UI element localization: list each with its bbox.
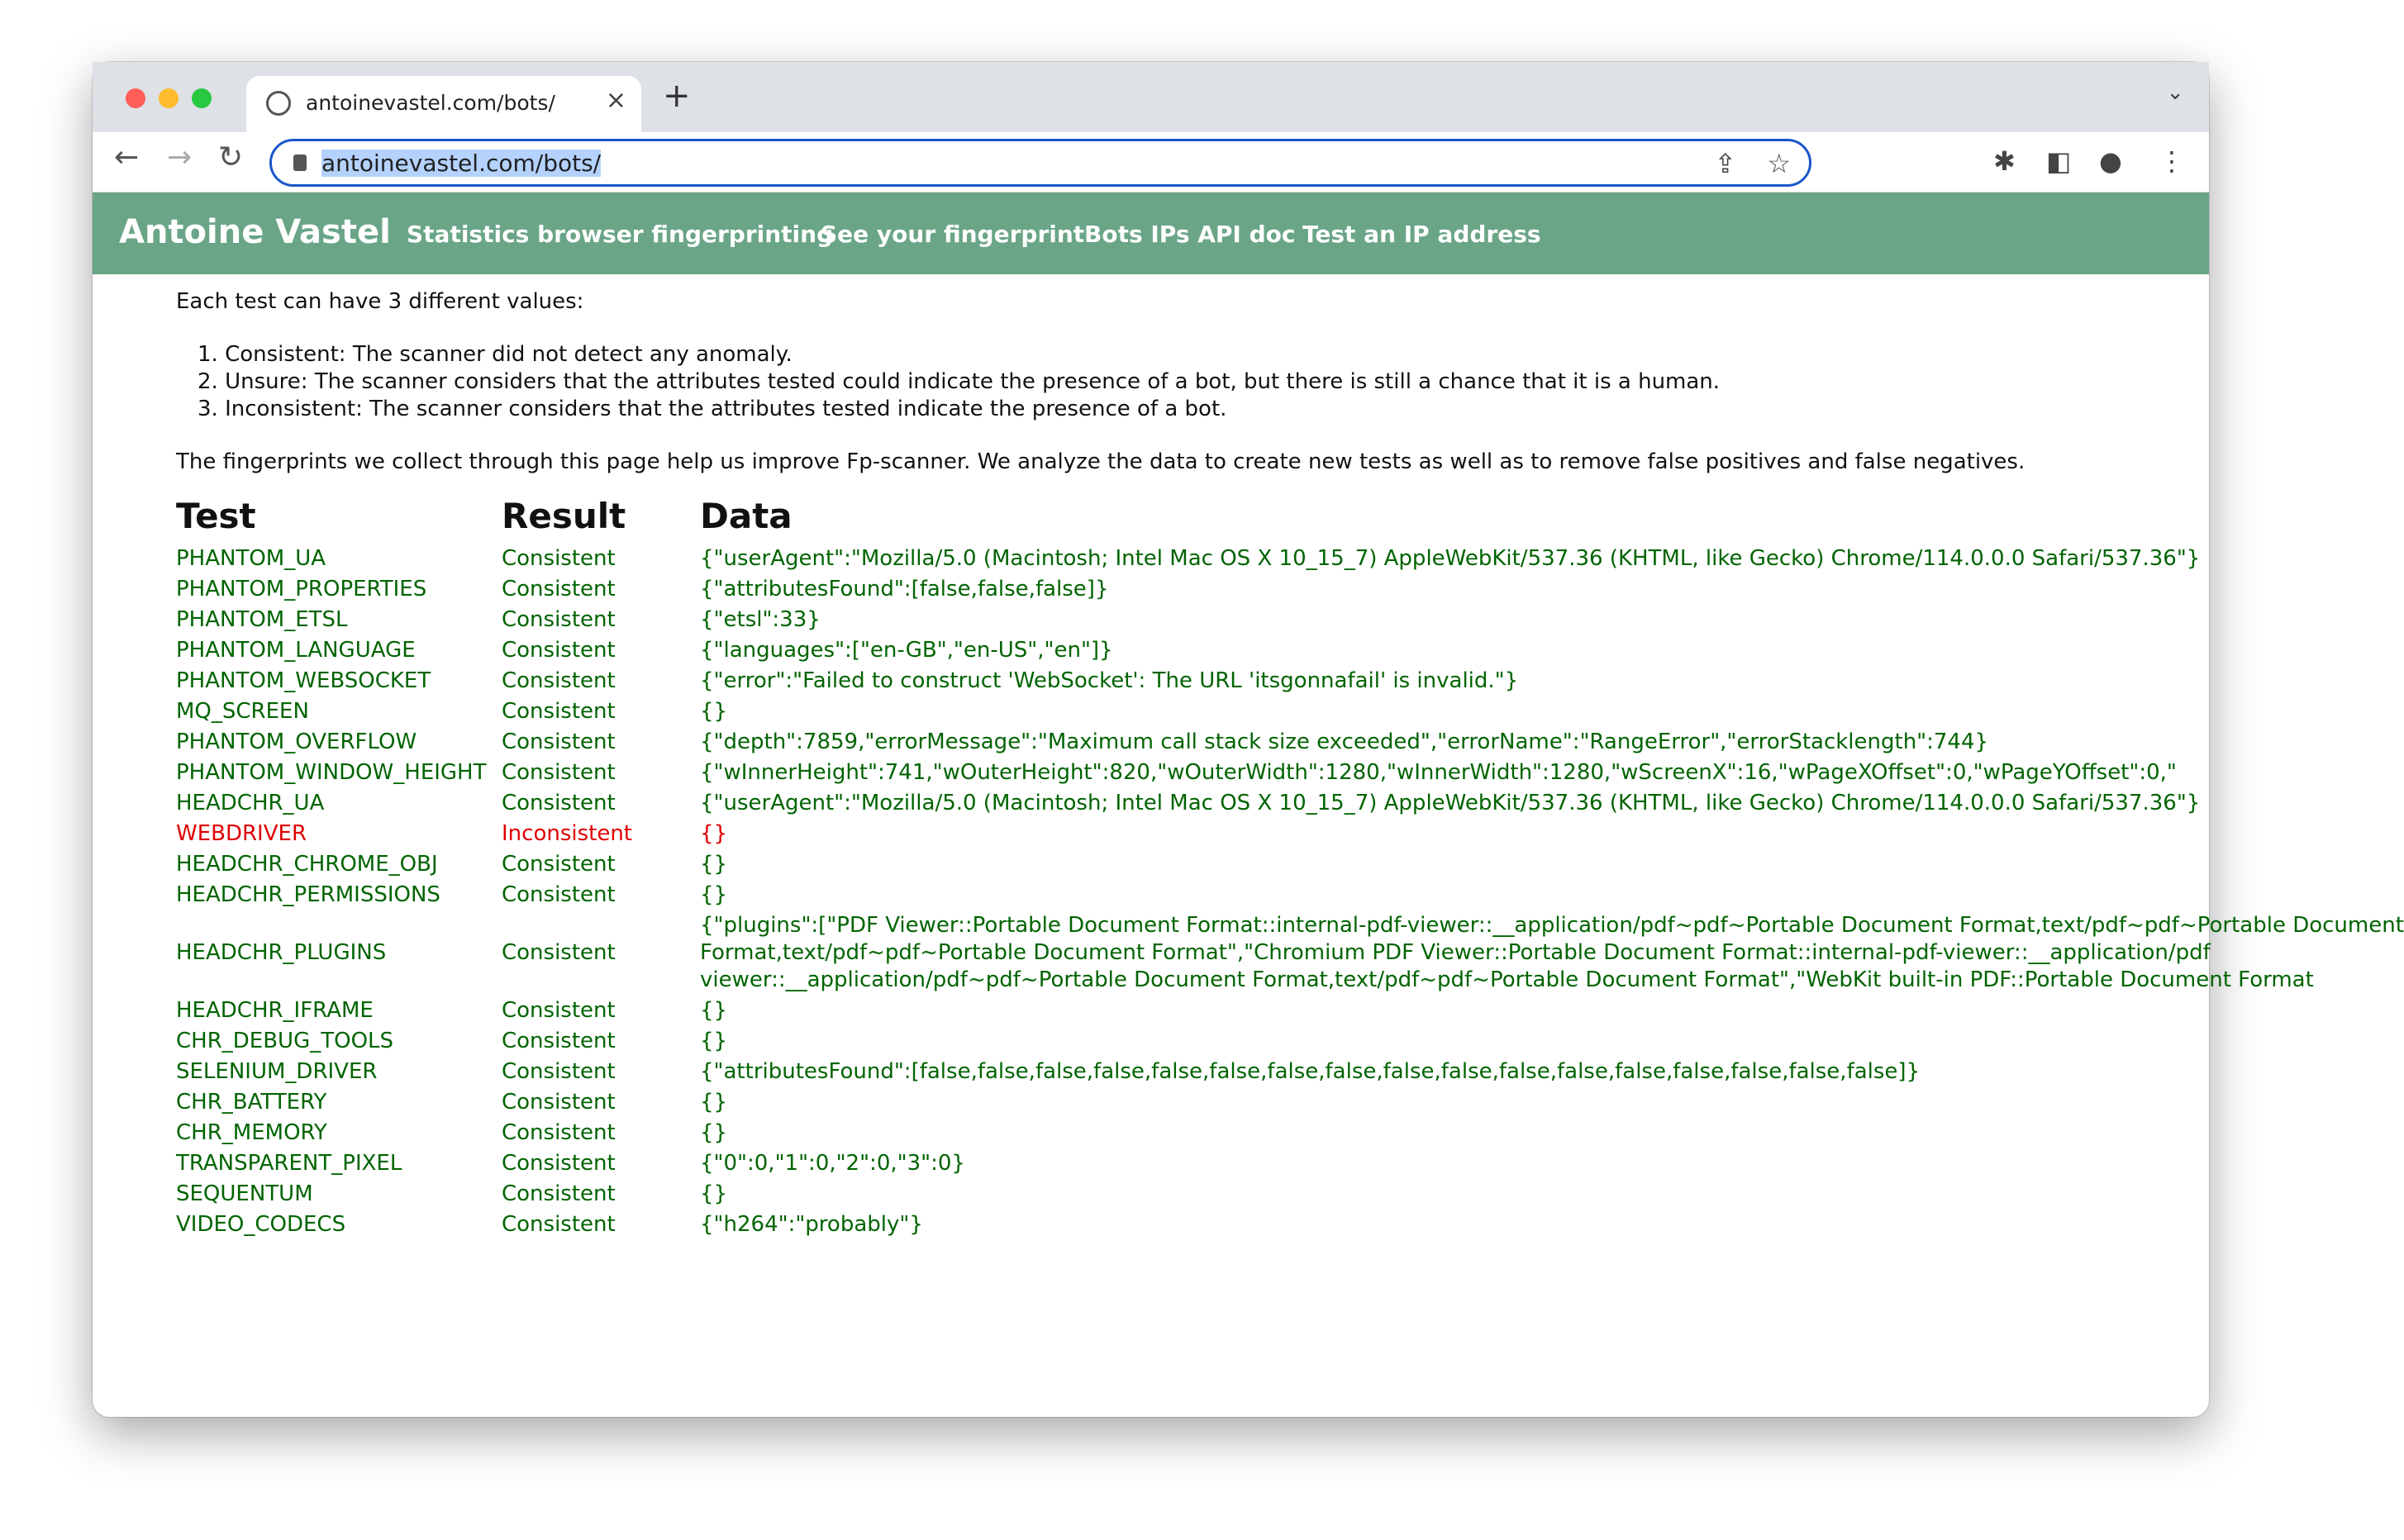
tab-bar xyxy=(93,62,2209,132)
test-result: Consistent xyxy=(502,1059,616,1084)
data-line: {} xyxy=(700,998,728,1023)
test-result: Consistent xyxy=(502,1120,616,1145)
test-name: SELENIUM_DRIVER xyxy=(176,1059,378,1084)
data-line: {"h264":"probably"} xyxy=(700,1212,923,1237)
table-row xyxy=(93,998,2209,1029)
tab-title: antoinevastel.com/bots/ xyxy=(306,91,555,115)
tab-close-icon[interactable]: × xyxy=(605,86,626,115)
reload-icon[interactable]: ↻ xyxy=(218,140,244,174)
nav-link-statistics[interactable]: Statistics browser fingerprinting xyxy=(407,221,834,248)
test-data xyxy=(700,882,2209,910)
header-result: Result xyxy=(502,496,626,536)
test-name: PHANTOM_WINDOW_HEIGHT xyxy=(176,760,487,785)
table-row xyxy=(93,1029,2209,1059)
table-row xyxy=(93,882,2209,913)
test-name: CHR_MEMORY xyxy=(176,1120,327,1145)
data-line: {} xyxy=(700,852,728,877)
page xyxy=(93,192,2404,1237)
data-line: {"attributesFound":[false,false,false,false,false,false,false,false,false,false,false,false,false,false,false,false,false]} xyxy=(700,1059,1921,1084)
data-line: {"plugins":["PDF Viewer::Portable Document Format::internal-pdf-viewer::__application/pdf~pdf~Portable Document Format,text/pdf~pdf~Portable Document xyxy=(700,913,2404,938)
test-name: MQ_SCREEN xyxy=(176,699,309,724)
data-line: {"userAgent":"Mozilla/5.0 (Macintosh; Intel Mac OS X 10_15_7) AppleWebKit/537.36 (KHTML, like Gecko) Chrome/114.0.0.0 Safari/537.36"} xyxy=(700,546,2201,571)
table-row xyxy=(93,1212,2209,1243)
profile-icon[interactable]: ● xyxy=(2099,145,2122,177)
table-row xyxy=(93,852,2209,882)
close-window-button[interactable] xyxy=(126,88,145,108)
test-result: Consistent xyxy=(502,998,616,1023)
test-name: HEADCHR_IFRAME xyxy=(176,998,374,1023)
table-row xyxy=(93,1090,2209,1120)
table-row xyxy=(93,638,2209,668)
test-result: Consistent xyxy=(502,1090,616,1115)
intro-text: Each test can have 3 different values: xyxy=(176,289,584,314)
test-result: Consistent xyxy=(502,940,616,965)
test-result: Consistent xyxy=(502,1181,616,1206)
test-data xyxy=(700,1059,2209,1086)
test-data xyxy=(700,607,2209,635)
table-row xyxy=(93,730,2209,760)
test-data xyxy=(700,1120,2209,1148)
table-row xyxy=(93,913,2404,998)
test-data xyxy=(700,998,2209,1025)
test-data xyxy=(700,699,2209,726)
test-name: HEADCHR_PERMISSIONS xyxy=(176,882,440,907)
test-data xyxy=(700,1181,2209,1209)
sidepanel-icon[interactable]: ◧ xyxy=(2046,145,2072,177)
test-data xyxy=(700,760,2209,787)
test-name: PHANTOM_OVERFLOW xyxy=(176,730,417,754)
test-data xyxy=(700,821,2209,848)
table-row xyxy=(93,607,2209,638)
test-result: Consistent xyxy=(502,852,616,877)
table-row xyxy=(93,791,2209,821)
share-icon[interactable]: ⇪ xyxy=(1714,148,1736,179)
data-line: {"wInnerHeight":741,"wOuterHeight":820,"wOuterWidth":1280,"wInnerWidth":1280,"wScreenX":16,"wPageXOffset":0,"wPageYOffset":0," xyxy=(700,760,2177,785)
value-item: 1. Consistent: The scanner did not detect any anomaly. xyxy=(198,342,793,367)
test-result: Consistent xyxy=(502,791,616,815)
data-line: {} xyxy=(700,882,728,907)
data-line: {"etsl":33} xyxy=(700,607,821,632)
url-input[interactable]: antoinevastel.com/bots/ xyxy=(321,150,602,177)
data-line: {} xyxy=(700,821,728,846)
test-data xyxy=(700,1212,2209,1239)
test-name: PHANTOM_LANGUAGE xyxy=(176,638,416,663)
minimize-window-button[interactable] xyxy=(159,88,179,108)
test-data xyxy=(700,791,2209,818)
menu-icon[interactable]: ⋮ xyxy=(2159,145,2185,177)
table-row xyxy=(93,699,2209,730)
table-row xyxy=(93,1120,2209,1151)
test-data xyxy=(700,730,2209,757)
test-name: WEBDRIVER xyxy=(176,821,307,846)
test-result: Consistent xyxy=(502,668,616,693)
table-row xyxy=(93,760,2209,791)
test-name: PHANTOM_UA xyxy=(176,546,326,571)
test-name: PHANTOM_ETSL xyxy=(176,607,348,632)
nav-link-api-doc[interactable]: Bots IPs API doc xyxy=(1084,221,1296,248)
test-name: PHANTOM_PROPERTIES xyxy=(176,577,427,601)
data-line: Format,text/pdf~pdf~Portable Document Format","Chromium PDF Viewer::Portable Document Format::internal-pdf-viewer::__application/pdf xyxy=(700,940,2211,965)
test-name: TRANSPARENT_PIXEL xyxy=(176,1151,402,1176)
toolbar xyxy=(93,132,2209,192)
test-data xyxy=(700,1090,2209,1117)
data-line: {} xyxy=(700,1090,728,1115)
test-name: HEADCHR_CHROME_OBJ xyxy=(176,852,438,877)
test-name: CHR_BATTERY xyxy=(176,1090,327,1115)
header-test: Test xyxy=(176,496,256,536)
note-text: The fingerprints we collect through this page help us improve Fp-scanner. We analyze the data to create new tests as well as to remove false positives and false negatives. xyxy=(176,449,2026,474)
table-row xyxy=(93,546,2209,577)
test-result: Consistent xyxy=(502,546,616,571)
maximize-window-button[interactable] xyxy=(192,88,212,108)
test-data xyxy=(700,1151,2209,1178)
test-data xyxy=(700,638,2209,665)
test-result: Consistent xyxy=(502,638,616,663)
star-icon[interactable]: ☆ xyxy=(1767,148,1791,179)
test-data xyxy=(700,546,2209,573)
test-data xyxy=(700,852,2209,879)
test-name: CHR_DEBUG_TOOLS xyxy=(176,1029,394,1053)
data-line: {"attributesFound":[false,false,false]} xyxy=(700,577,1109,601)
data-line: {} xyxy=(700,699,728,724)
table-row xyxy=(93,577,2209,607)
test-name: SEQUENTUM xyxy=(176,1181,313,1206)
data-line: {} xyxy=(700,1120,728,1145)
data-line: {"languages":["en-GB","en-US","en"]} xyxy=(700,638,1113,663)
new-tab-button[interactable]: + xyxy=(663,77,691,115)
table-row xyxy=(93,821,2209,852)
test-name: PHANTOM_WEBSOCKET xyxy=(176,668,431,693)
table-row xyxy=(93,668,2209,699)
test-result: Consistent xyxy=(502,1151,616,1176)
test-data xyxy=(700,668,2209,696)
test-data xyxy=(700,913,2404,995)
test-result: Consistent xyxy=(502,607,616,632)
data-line: {} xyxy=(700,1181,728,1206)
nav-link-fingerprint[interactable]: See your fingerprint xyxy=(821,221,1085,248)
table-row xyxy=(93,1059,2209,1090)
tab-active[interactable] xyxy=(246,76,641,132)
data-line: {"depth":7859,"errorMessage":"Maximum call stack size exceeded","errorName":"RangeError","errorStacklength":744} xyxy=(700,730,1989,754)
back-icon[interactable]: ← xyxy=(114,140,140,174)
test-name: HEADCHR_PLUGINS xyxy=(176,940,387,965)
data-line: {"0":0,"1":0,"2":0,"3":0} xyxy=(700,1151,965,1176)
test-name: HEADCHR_UA xyxy=(176,791,325,815)
address-bar[interactable] xyxy=(269,139,1811,187)
chevron-down-icon[interactable]: ⌄ xyxy=(2166,80,2184,105)
site-navbar xyxy=(93,192,2209,274)
test-result: Consistent xyxy=(502,730,616,754)
extensions-icon[interactable]: ✱ xyxy=(1993,145,2016,177)
test-result: Consistent xyxy=(502,699,616,724)
data-line: {"error":"Failed to construct 'WebSocket': The URL 'itsgonnafail' is invalid."} xyxy=(700,668,1519,693)
value-item: 3. Inconsistent: The scanner considers that the attributes tested indicate the presence of a bot. xyxy=(198,397,1227,421)
data-line: {} xyxy=(700,1029,728,1053)
browser-window xyxy=(93,62,2404,1417)
test-result: Consistent xyxy=(502,1212,616,1237)
site-brand[interactable]: Antoine Vastel xyxy=(119,213,391,251)
data-line: viewer::__application/pdf~pdf~Portable Document Format,text/pdf~pdf~Portable Document Format","WebKit built-in PDF::Portable Document Format xyxy=(700,967,2314,992)
test-result: Consistent xyxy=(502,882,616,907)
nav-link-test-ip[interactable]: Test an IP address xyxy=(1302,221,1541,248)
table-row xyxy=(93,1181,2209,1212)
globe-icon xyxy=(266,91,291,116)
forward-icon[interactable]: → xyxy=(167,140,193,174)
test-data xyxy=(700,577,2209,604)
test-data xyxy=(700,1029,2209,1056)
header-data: Data xyxy=(700,496,793,536)
test-result: Consistent xyxy=(502,760,616,785)
test-name: VIDEO_CODECS xyxy=(176,1212,346,1237)
data-line: {"userAgent":"Mozilla/5.0 (Macintosh; Intel Mac OS X 10_15_7) AppleWebKit/537.36 (KHTML, like Gecko) Chrome/114.0.0.0 Safari/537.36"} xyxy=(700,791,2201,815)
table-row xyxy=(93,1151,2209,1181)
lock-icon xyxy=(293,154,307,171)
test-result: Consistent xyxy=(502,577,616,601)
test-result: Inconsistent xyxy=(502,821,633,846)
value-item: 2. Unsure: The scanner considers that the attributes tested could indicate the presence of a bot, but there is still a chance that it is a human. xyxy=(198,369,1721,394)
test-result: Consistent xyxy=(502,1029,616,1053)
